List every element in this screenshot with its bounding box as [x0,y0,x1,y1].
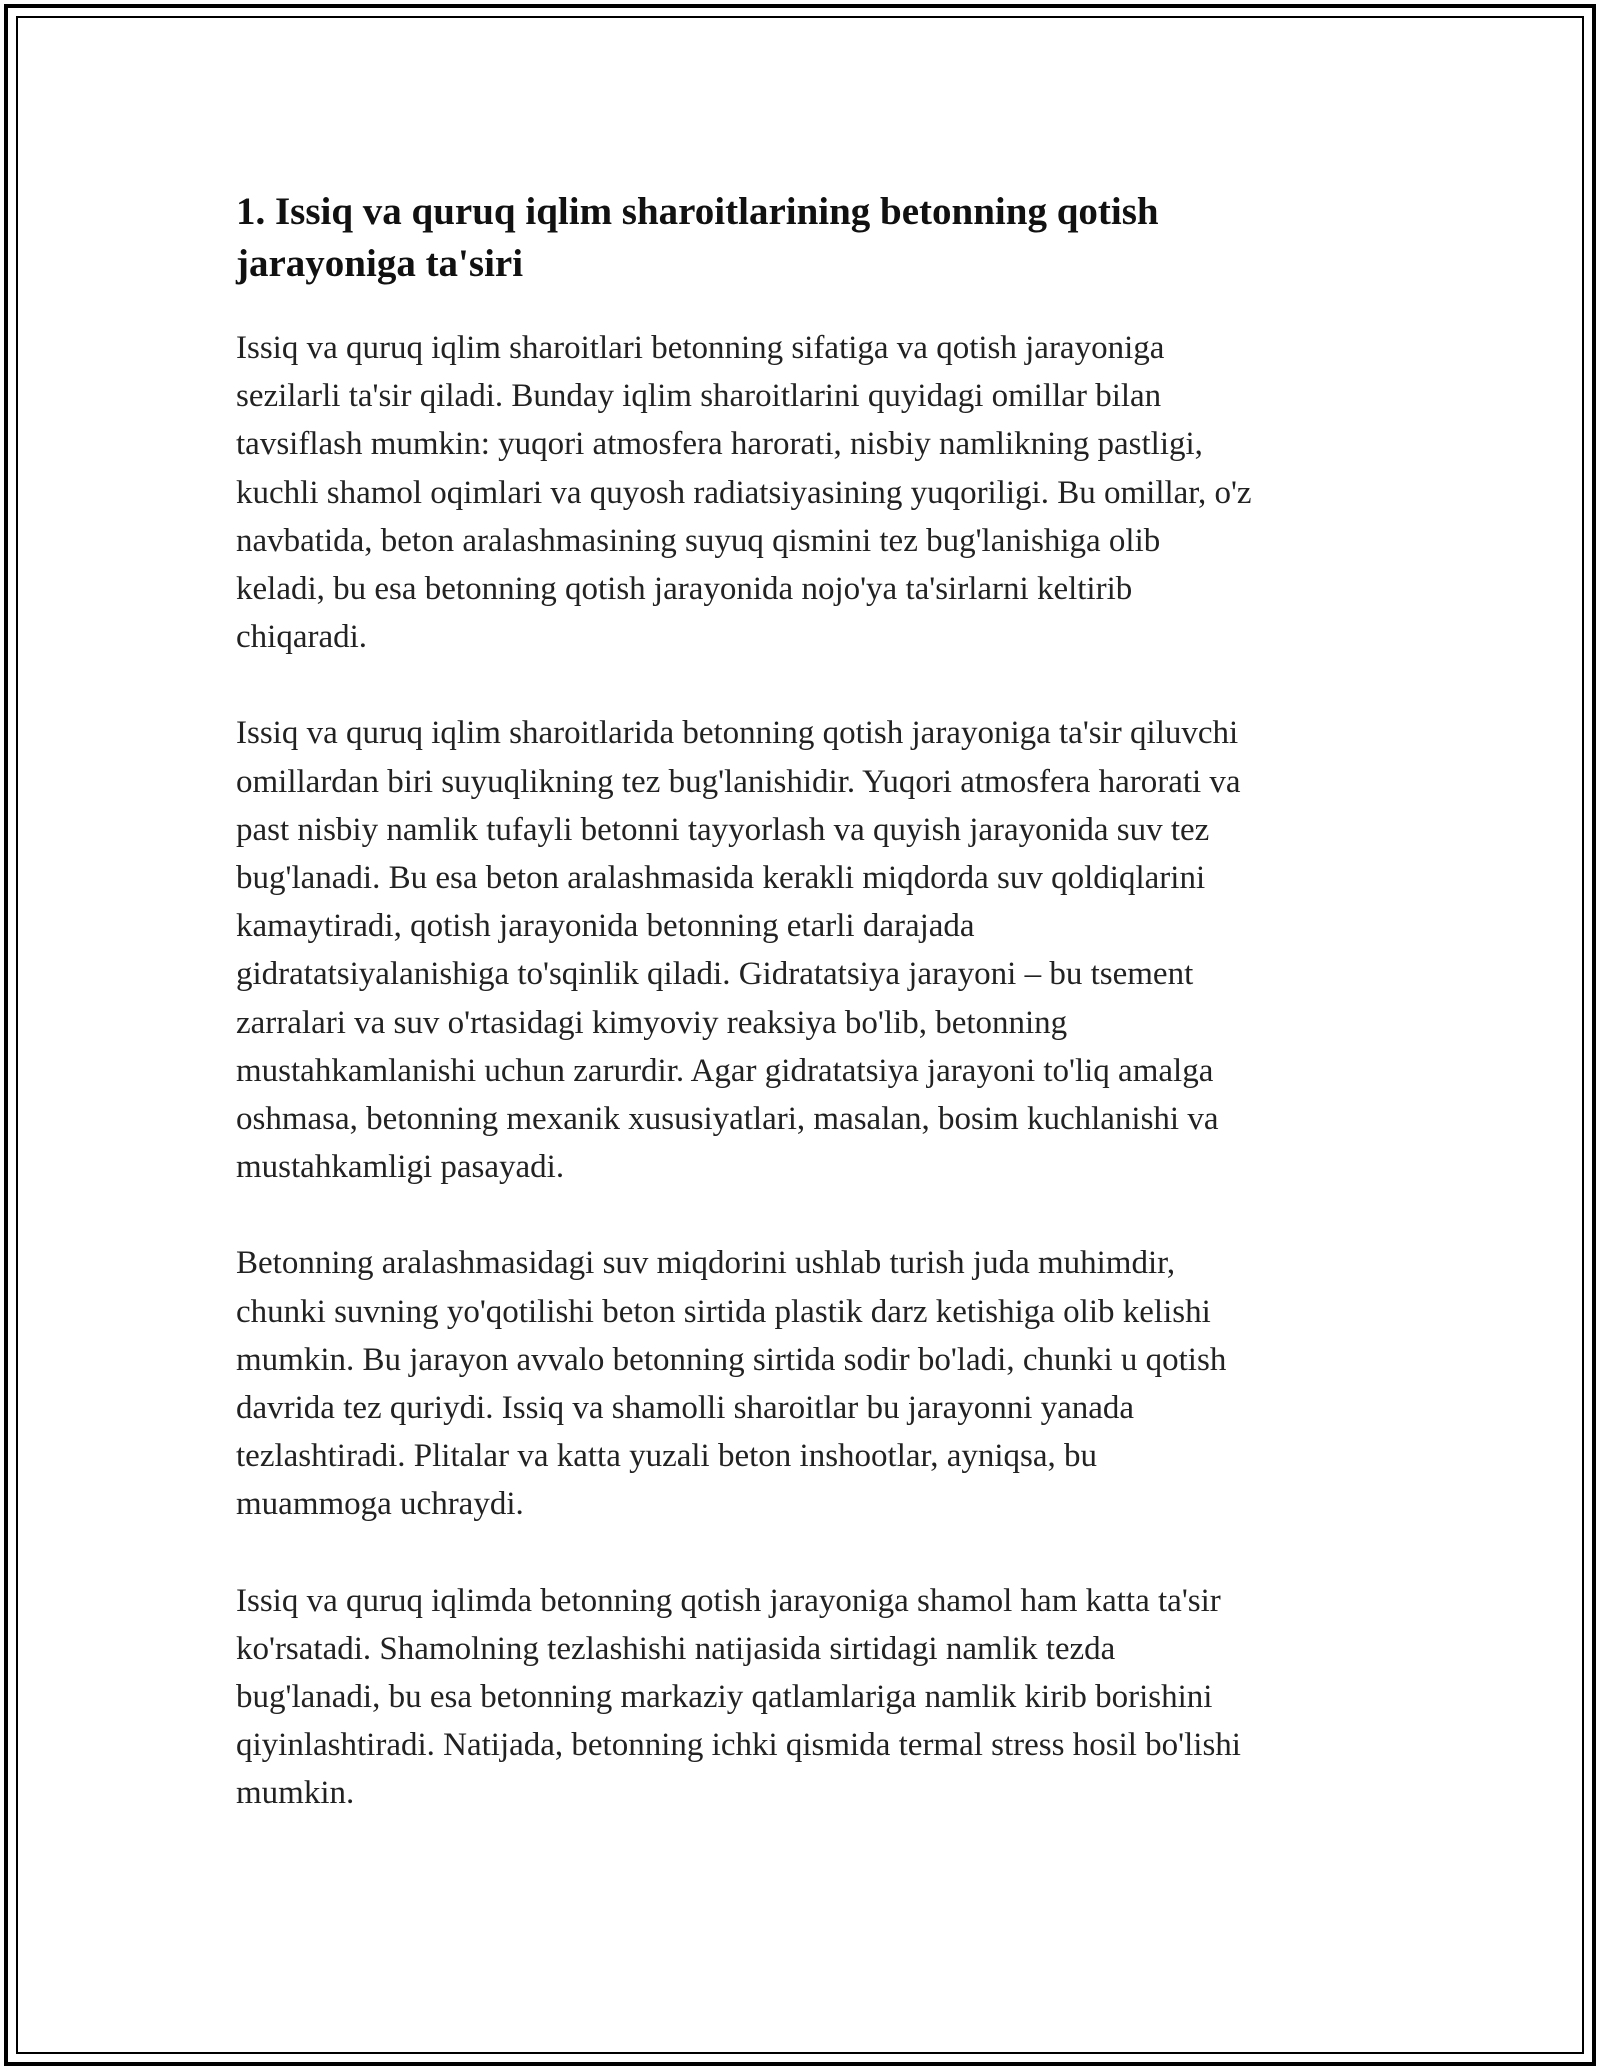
document-body [236,186,1376,1866]
paragraph-2: Issiq va quruq iqlim sharoitlarida betonning qotish jarayoniga ta'sir qiluvchi omillardan biri suyuqlikning tez bug'lanishidir. Yuqori atmosfera harorati va past nisbiy namlik tufayli betonni tayyorlash va quyish jarayonida suv tez bug'lanadi. Bu esa beton aralashmasida kerakli miqdorda suv qoldiqlarini kamaytiradi, qotish jarayonida betonning etarli darajada gidratatsiyalanishiga to'sqinlik qiladi. Gidratatsiya jarayoni – bu tsement zarralari va suv o'rtasidagi kimyoviy reaksiya bo'lib, betonning mustahkamlanishi uchun zarurdir. Agar gidratatsiya jarayoni to'liq amalga oshmasa, betonning mexanik xususiyatlari, masalan, bosim kuchlanishi va mustahkamligi pasayadi. [236,715,1241,1186]
paragraph-4: Issiq va quruq iqlimda betonning qotish jarayoniga shamol ham katta ta'sir ko'rsatadi. Shamolning tezlashishi natijasida sirtidagi namlik tezda bug'lanadi, bu esa betonning markaziy qatlamlariga namlik kirib borishini qiyinlashtiradi. Natijada, betonning ichki qismida termal stress hosil bo'lishi mumkin. [236,1582,1241,1812]
paragraph-3: Betonning aralashmasidagi suv miqdorini ushlab turish juda muhimdir, chunki suvning yo'qotilishi beton sirtida plastik darz ketishiga olib kelishi mumkin. Bu jarayon avvalo betonning sirtida sodir bo'ladi, chunki u qotish davrida tez quriydi. Issiq va shamolli sharoitlar bu jarayonni yanada tezlashtiradi. Plitalar va katta yuzali beton inshootlar, ayniqsa, bu muammoga uchraydi. [236,1245,1227,1523]
paragraph-1: Issiq va quruq iqlim sharoitlari betonning sifatiga va qotish jarayoniga sezilarli ta'sir qiladi. Bunday iqlim sharoitlarini quyidagi omillar bilan tavsiflash mumkin: yuqori atmosfera harorati, nisbiy namlikning pastligi, kuchli shamol oqimlari va quyosh radiatsiyasining yuqoriligi. Bu omillar, o'z navbatida, beton aralashmasining suyuq qismini tez bug'lanishiga olib keladi, bu esa betonning qotish jarayonida nojo'ya ta'sirlarni keltirib chiqaradi. [236,330,1252,656]
section-heading: 1. Issiq va quruq iqlim sharoitlarining betonning qotish jarayoniga ta'siri [236,190,1159,285]
